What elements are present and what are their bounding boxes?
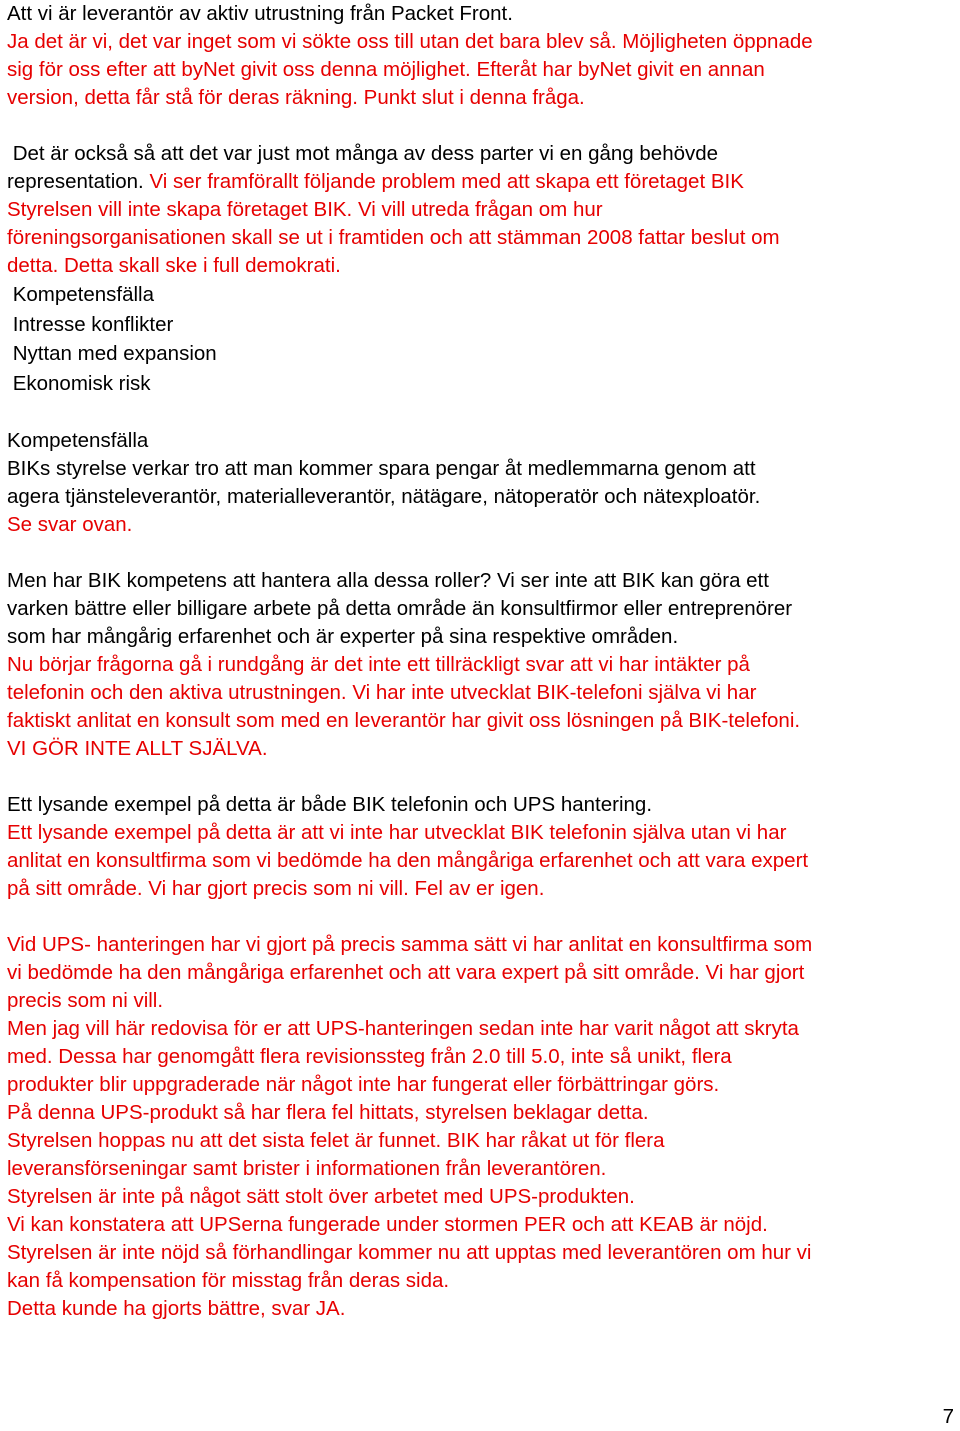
paragraph-gap [7,112,959,140]
answer-line: anlitat en konsultfirma som vi bedömde ha den mångåriga erfarenhet och att vara expert [7,849,809,872]
section-heading: Kompetensfälla [7,429,149,452]
answer-line: På denna UPS-produkt så har flera fel hittats, styrelsen beklagar detta. [7,1101,649,1124]
answer-line: Men jag vill här redovisa för er att UPS-hanteringen sedan inte har varit något att skryta [7,1017,799,1040]
text-fragment: representation. [7,170,144,193]
section-ups [7,931,959,1323]
answer-line: på sitt område. Vi har gjort precis som ni vill. Fel av er igen. [7,877,545,900]
list-item: Nyttan med expansion [7,342,217,365]
paragraph-packet-front [7,0,959,112]
answer-line: Ett lysande exempel på detta är att vi inte har utvecklat BIK telefonin själva utan vi har [7,821,787,844]
answer-line: kan få kompensation för misstag från deras sida. [7,1269,450,1292]
paragraph-gap [7,539,959,567]
answer-line: Se svar ovan. [7,513,133,536]
answer-line: produkter blir uppgraderade när något inte har fungerat eller förbättringar görs. [7,1073,720,1096]
paragraph-gap [7,903,959,931]
answer-line: detta. Detta skall ske i full demokrati. [7,254,341,277]
answer-line: Vi kan konstatera att UPSerna fungerade under stormen PER och att KEAB är nöjd. [7,1213,768,1236]
answer-line: faktiskt anlitat en konsult som med en leverantör har givit oss lösningen på BIK-telefoni. [7,709,801,732]
answer-line: Styrelsen hoppas nu att det sista felet är funnet. BIK har råkat ut för flera [7,1129,665,1152]
text-line: BIKs styrelse verkar tro att man kommer spara pengar åt medlemmarna genom att [7,457,756,480]
answer-line: vi bedömde ha den mångåriga erfarenhet och att vara expert på sitt område. Vi har gjort [7,961,805,984]
section-example [7,791,959,903]
answer-line: med. Dessa har genomgått flera revisionssteg från 2.0 till 5.0, inte så unikt, flera [7,1045,732,1068]
answer-line: VI GÖR INTE ALLT SJÄLVA. [7,737,268,760]
answer-line: föreningsorganisationen skall se ut i framtiden och att stämman 2008 fattar beslut om [7,226,780,249]
answer-line: telefonin och den aktiva utrustningen. Vi har inte utvecklat BIK-telefoni själva vi har [7,681,757,704]
section-kompetensfalla [7,427,959,539]
text-line: varken bättre eller billigare arbete på detta område än konsultfirmor eller entreprenörer [7,597,793,620]
list-item: Intresse konflikter [7,312,174,336]
answer-line: Ja det är vi, det var inget som vi sökte oss till utan det bara blev så. Möjligheten öppnade [7,30,813,53]
answer-line: Detta kunde ha gjorts bättre, svar JA. [7,1297,346,1320]
text-line: Det är också så att det var just mot många av dess parter vi en gång behövde [7,142,719,165]
answer-line: version, detta får stå för deras räkning. Punkt slut i denna fråga. [7,86,585,109]
text-line: Ett lysande exempel på detta är både BIK telefonin och UPS hantering. [7,793,653,816]
answer-fragment: Styrelsen vill inte skapa företaget BIK. [7,198,353,221]
section-roles [7,567,959,763]
answer-line: Styrelsen är inte på något sätt stolt över arbetet med UPS-produkten. [7,1185,635,1208]
answer-fragment: Vi vill utreda frågan om hur [352,198,603,221]
text-line: agera tjänsteleverantör, materialleverantör, nätägare, nätoperatör och nätexploatör. [7,485,761,508]
paragraph-gap [7,399,959,427]
paragraph-representation [7,140,959,280]
problem-list [7,281,959,399]
document-page [7,0,959,1323]
answer-fragment: Vi ser framförallt följande problem med att skapa ett företaget BIK [143,170,744,193]
text-line: som har mångårig erfarenhet och är experter på sina respektive områden. [7,625,679,648]
text-line: Men har BIK kompetens att hantera alla dessa roller? Vi ser inte att BIK kan göra ett [7,569,769,592]
paragraph-gap [7,763,959,791]
list-item: Kompetensfälla [7,283,155,306]
answer-line: sig för oss efter att byNet givit oss denna möjlighet. Efteråt har byNet givit en annan [7,58,765,81]
answer-line: leveransförseningar samt brister i informationen från leverantören. [7,1157,607,1180]
answer-line: precis som ni vill. [7,989,164,1012]
answer-line: Nu börjar frågorna gå i rundgång är det inte ett tillräckligt svar att vi har intäkter på [7,653,750,676]
page-number: 7 [942,1405,954,1428]
question-heading: Att vi är leverantör av aktiv utrustning från Packet Front. [7,2,513,25]
answer-line: Vid UPS- hanteringen har vi gjort på precis samma sätt vi har anlitat en konsultfirma som [7,933,813,956]
list-item: Ekonomisk risk [7,371,151,395]
answer-line: Styrelsen är inte nöjd så förhandlingar kommer nu att upptas med leverantören om hur vi [7,1241,812,1264]
